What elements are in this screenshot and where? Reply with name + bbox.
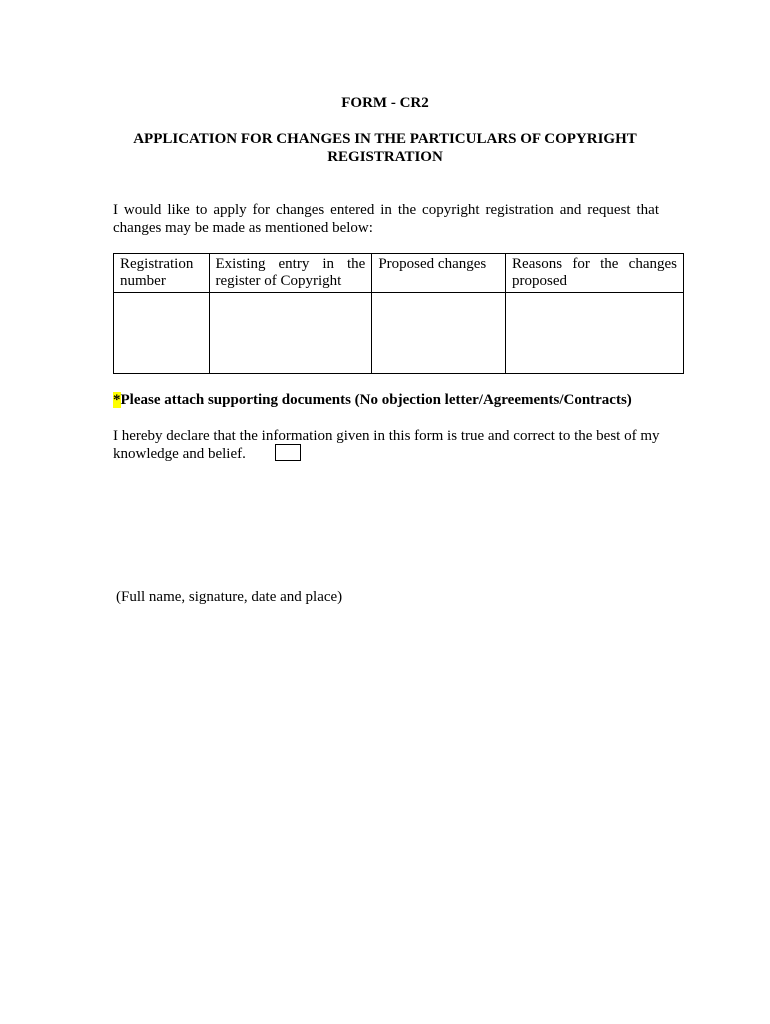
cell-reasons[interactable] — [506, 293, 684, 374]
header-registration-number: Registration number — [114, 254, 210, 293]
header-reasons: Reasons for the changes proposed — [506, 254, 684, 293]
header-existing-entry: Existing entry in the register of Copyright — [209, 254, 372, 293]
intro-paragraph: I would like to apply for changes entered in the copyright registration and request that changes may be made as mentioned below: — [113, 202, 659, 236]
attachment-note — [113, 391, 632, 409]
cell-registration-number[interactable] — [114, 293, 210, 374]
header-proposed-changes: Proposed changes — [372, 254, 506, 293]
form-title: APPLICATION FOR CHANGES IN THE PARTICULARS OF COPYRIGHT REGISTRATION — [133, 131, 637, 165]
form-code: FORM - CR2 — [341, 95, 429, 111]
declaration-checkbox[interactable] — [275, 444, 301, 461]
changes-table — [113, 253, 684, 374]
signature-label: (Full name, signature, date and place) — [116, 589, 343, 605]
highlighted-asterisk: * — [113, 392, 121, 408]
table-row — [114, 293, 684, 374]
table-header-row — [114, 254, 684, 293]
declaration-text: I hereby declare that the information given in this form is true and correct to the best of my knowledge and belief. — [113, 428, 660, 462]
cell-existing-entry[interactable] — [209, 293, 372, 374]
attachment-note-text: Please attach supporting documents (No objection letter/Agreements/Contracts) — [120, 392, 632, 408]
cell-proposed-changes[interactable] — [372, 293, 506, 374]
